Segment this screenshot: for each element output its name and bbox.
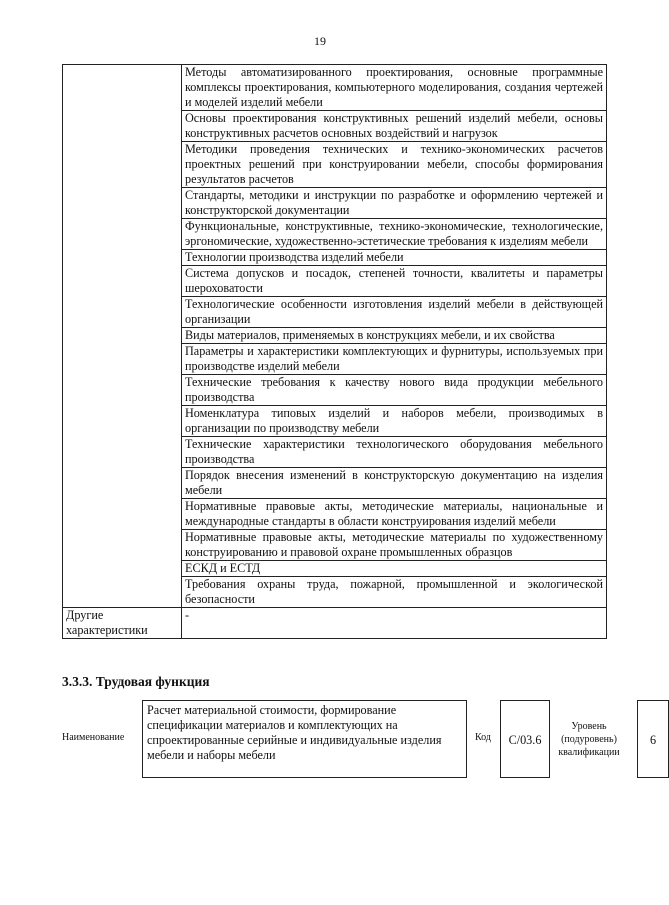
knowledge-table — [62, 64, 607, 639]
requirement-cell: Технические характеристики технологического оборудования мебельного производства — [182, 437, 607, 468]
other-characteristics-row — [63, 608, 607, 639]
level-box: 6 — [637, 700, 669, 778]
requirement-cell: Номенклатура типовых изделий и наборов мебели, производимых в организации по производству мебели — [182, 406, 607, 437]
requirement-cell: Методы автоматизированного проектирования, основные программные комплексы проектирования, компьютерного моделирования, создания чертежей и моделей изделий мебели — [182, 65, 607, 111]
level-label: Уровень (подуровень) квалификации — [558, 721, 620, 758]
requirement-cell: Порядок внесения изменений в конструкторскую документацию на изделия мебели — [182, 468, 607, 499]
requirement-cell: Технические требования к качеству нового вида продукции мебельного производства — [182, 375, 607, 406]
requirement-cell: Система допусков и посадок, степеней точности, квалитеты и параметры шероховатости — [182, 266, 607, 297]
requirement-cell: Требования охраны труда, пожарной, промышленной и экологической безопасности — [182, 577, 607, 608]
requirement-cell: Параметры и характеристики комплектующих и фурнитуры, используемых при производстве изделий мебели — [182, 344, 607, 375]
code-label: Код — [475, 732, 491, 743]
name-label: Наименование — [62, 732, 125, 743]
requirement-cell: Технологии производства изделий мебели — [182, 250, 607, 266]
code-box: C/03.6 — [500, 700, 550, 778]
table-row — [63, 65, 607, 111]
other-characteristics-label: Другие характеристики — [63, 608, 182, 639]
requirement-cell: ЕСКД и ЕСТД — [182, 561, 607, 577]
requirement-cell: Нормативные правовые акты, методические материалы, национальные и международные стандарты в области конструирования изделий мебели — [182, 499, 607, 530]
requirement-cell: Виды материалов, применяемых в конструкциях мебели, и их свойства — [182, 328, 607, 344]
function-name-box: Расчет материальной стоимости, формирование спецификации материалов и комплектующих на спроектированные серийные и индивидуальные изделия мебели и наборы мебели — [142, 700, 467, 778]
requirement-cell: Функциональные, конструктивные, технико-экономические, технологические, эргономические, художественно-эстетические требования к изделиям мебели — [182, 219, 607, 250]
empty-label-cell — [63, 65, 182, 608]
section-heading: 3.3.3. Трудовая функция — [62, 674, 210, 689]
requirement-cell: Нормативные правовые акты, методические материалы по художественному конструированию и правовой охране промышленных образцов — [182, 530, 607, 561]
requirement-cell: Технологические особенности изготовления изделий мебели в действующей организации — [182, 297, 607, 328]
other-characteristics-value: - — [182, 608, 607, 639]
requirement-cell: Основы проектирования конструктивных решений изделий мебели, основы конструктивных расчетов основных воздействий и нагрузок — [182, 111, 607, 142]
requirement-cell: Стандарты, методики и инструкции по разработке и оформлению чертежей и конструкторской документации — [182, 188, 607, 219]
requirement-cell: Методики проведения технических и технико-экономических расчетов проектных решений при конструировании мебели, способы формирования результатов расчетов — [182, 142, 607, 188]
labor-function-row — [62, 698, 657, 780]
page-number: 19 — [314, 34, 326, 48]
